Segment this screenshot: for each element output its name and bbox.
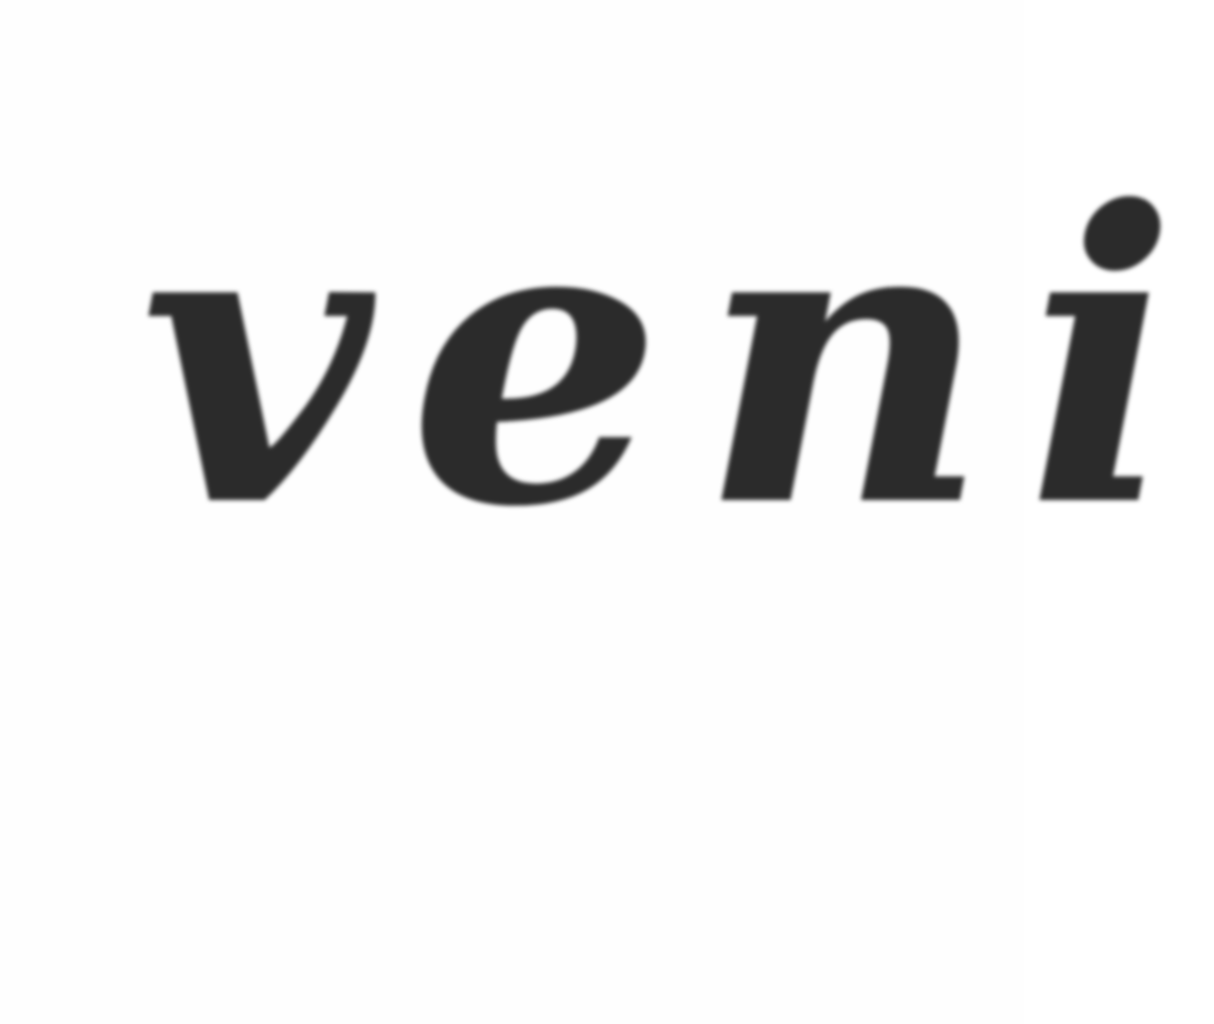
scanned-word: veni: [140, 125, 1214, 595]
